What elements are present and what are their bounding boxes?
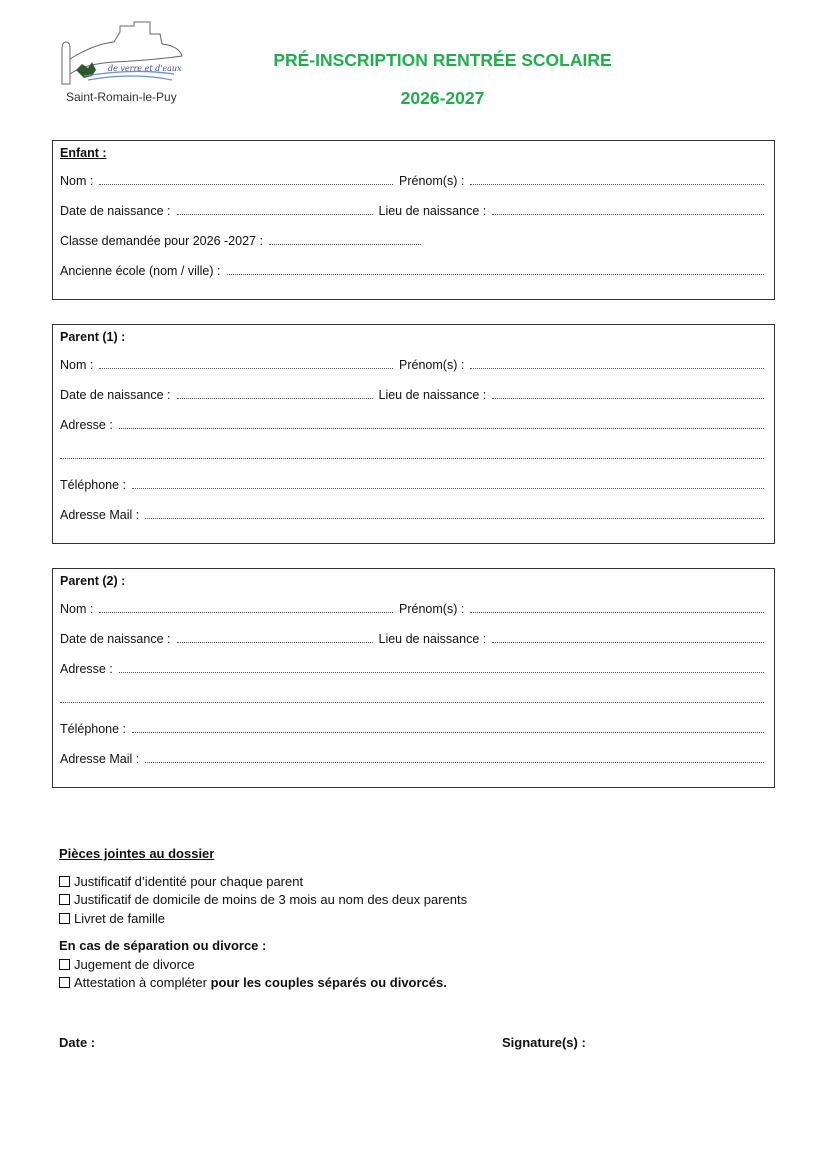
checklist-item xyxy=(59,956,467,975)
label-telephone: Téléphone : xyxy=(60,478,127,492)
label-mail: Adresse Mail : xyxy=(60,508,140,522)
label-classe: Classe demandée pour 2026 -2027 : xyxy=(60,234,263,248)
label-ancienne-ecole: Ancienne école (nom / ville) : xyxy=(60,264,221,278)
nom-field[interactable] xyxy=(99,593,393,613)
item-label: Justificatif de domicile de moins de 3 mois au nom des deux parents xyxy=(74,892,468,907)
logo-town: Saint-Romain-le-Puy xyxy=(66,90,177,104)
nom-field[interactable] xyxy=(99,349,393,369)
school-year: 2026-2027 xyxy=(400,88,485,108)
label-date-naissance: Date de naissance : xyxy=(60,388,171,402)
logo-motto: de verre et d'eaux xyxy=(108,64,182,73)
date-naissance-field[interactable] xyxy=(177,379,373,399)
section-heading: Parent (1) : xyxy=(60,330,126,344)
mail-field[interactable] xyxy=(145,743,764,763)
nom-field[interactable] xyxy=(99,165,393,185)
telephone-field[interactable] xyxy=(132,713,764,733)
item-label: Jugement de divorce xyxy=(74,956,195,972)
checkbox[interactable] xyxy=(59,894,70,905)
checkbox[interactable] xyxy=(59,913,70,924)
prenom-field[interactable] xyxy=(470,165,764,185)
label-nom: Nom : xyxy=(60,174,94,188)
checklist-item xyxy=(59,910,467,929)
parent2-section xyxy=(52,568,775,788)
logo xyxy=(54,14,204,108)
label-adresse: Adresse : xyxy=(60,662,113,676)
parent1-section xyxy=(52,324,775,544)
item-label: Justificatif d’identité pour chaque parent xyxy=(74,873,304,889)
adresse-field[interactable] xyxy=(119,653,764,673)
checklist-item xyxy=(59,873,467,892)
adresse-field[interactable] xyxy=(119,409,764,429)
label-lieu-naissance: Lieu de naissance : xyxy=(378,204,487,218)
checkbox[interactable] xyxy=(59,977,70,988)
label-prenom: Prénom(s) : xyxy=(399,174,465,188)
pieces-heading: Pièces jointes au dossier xyxy=(59,846,215,861)
label-lieu-naissance: Lieu de naissance : xyxy=(378,388,487,402)
label-nom: Nom : xyxy=(60,602,94,616)
checklist-item xyxy=(59,891,467,910)
castle-logo-icon xyxy=(54,14,204,94)
item-label-bold: pour les couples séparés ou divorcés. xyxy=(210,975,447,990)
item-label: Livret de famille xyxy=(74,910,166,926)
prenom-field[interactable] xyxy=(470,349,764,369)
item-label: Attestation à compléter xyxy=(74,975,207,990)
label-prenom: Prénom(s) : xyxy=(399,358,465,372)
adresse-line2-field[interactable] xyxy=(60,683,764,703)
enfant-section xyxy=(52,140,775,300)
section-heading: Enfant : xyxy=(60,146,107,160)
lieu-naissance-field[interactable] xyxy=(492,623,764,643)
ancienne-ecole-field[interactable] xyxy=(227,255,765,275)
telephone-field[interactable] xyxy=(132,469,764,489)
label-date-naissance: Date de naissance : xyxy=(60,204,171,218)
classe-field[interactable] xyxy=(269,225,421,245)
label-telephone: Téléphone : xyxy=(60,722,127,736)
checklist-item xyxy=(59,974,467,993)
prenom-field[interactable] xyxy=(470,593,764,613)
date-naissance-field[interactable] xyxy=(177,195,373,215)
label-prenom: Prénom(s) : xyxy=(399,602,465,616)
lieu-naissance-field[interactable] xyxy=(492,379,764,399)
mail-field[interactable] xyxy=(145,499,764,519)
pieces-jointes xyxy=(59,845,467,993)
adresse-line2-field[interactable] xyxy=(60,439,764,459)
signature-label: Signature(s) : xyxy=(502,1035,586,1050)
label-date-naissance: Date de naissance : xyxy=(60,632,171,646)
page-title: PRÉ-INSCRIPTION RENTRÉE SCOLAIRE xyxy=(273,50,612,70)
date-label: Date : xyxy=(59,1035,96,1050)
section-heading: Parent (2) : xyxy=(60,574,126,588)
label-lieu-naissance: Lieu de naissance : xyxy=(378,632,487,646)
label-adresse: Adresse : xyxy=(60,418,113,432)
label-mail: Adresse Mail : xyxy=(60,752,140,766)
separation-heading: En cas de séparation ou divorce : xyxy=(59,938,267,953)
checkbox[interactable] xyxy=(59,876,70,887)
lieu-naissance-field[interactable] xyxy=(492,195,764,215)
label-nom: Nom : xyxy=(60,358,94,372)
checkbox[interactable] xyxy=(59,959,70,970)
date-naissance-field[interactable] xyxy=(177,623,373,643)
